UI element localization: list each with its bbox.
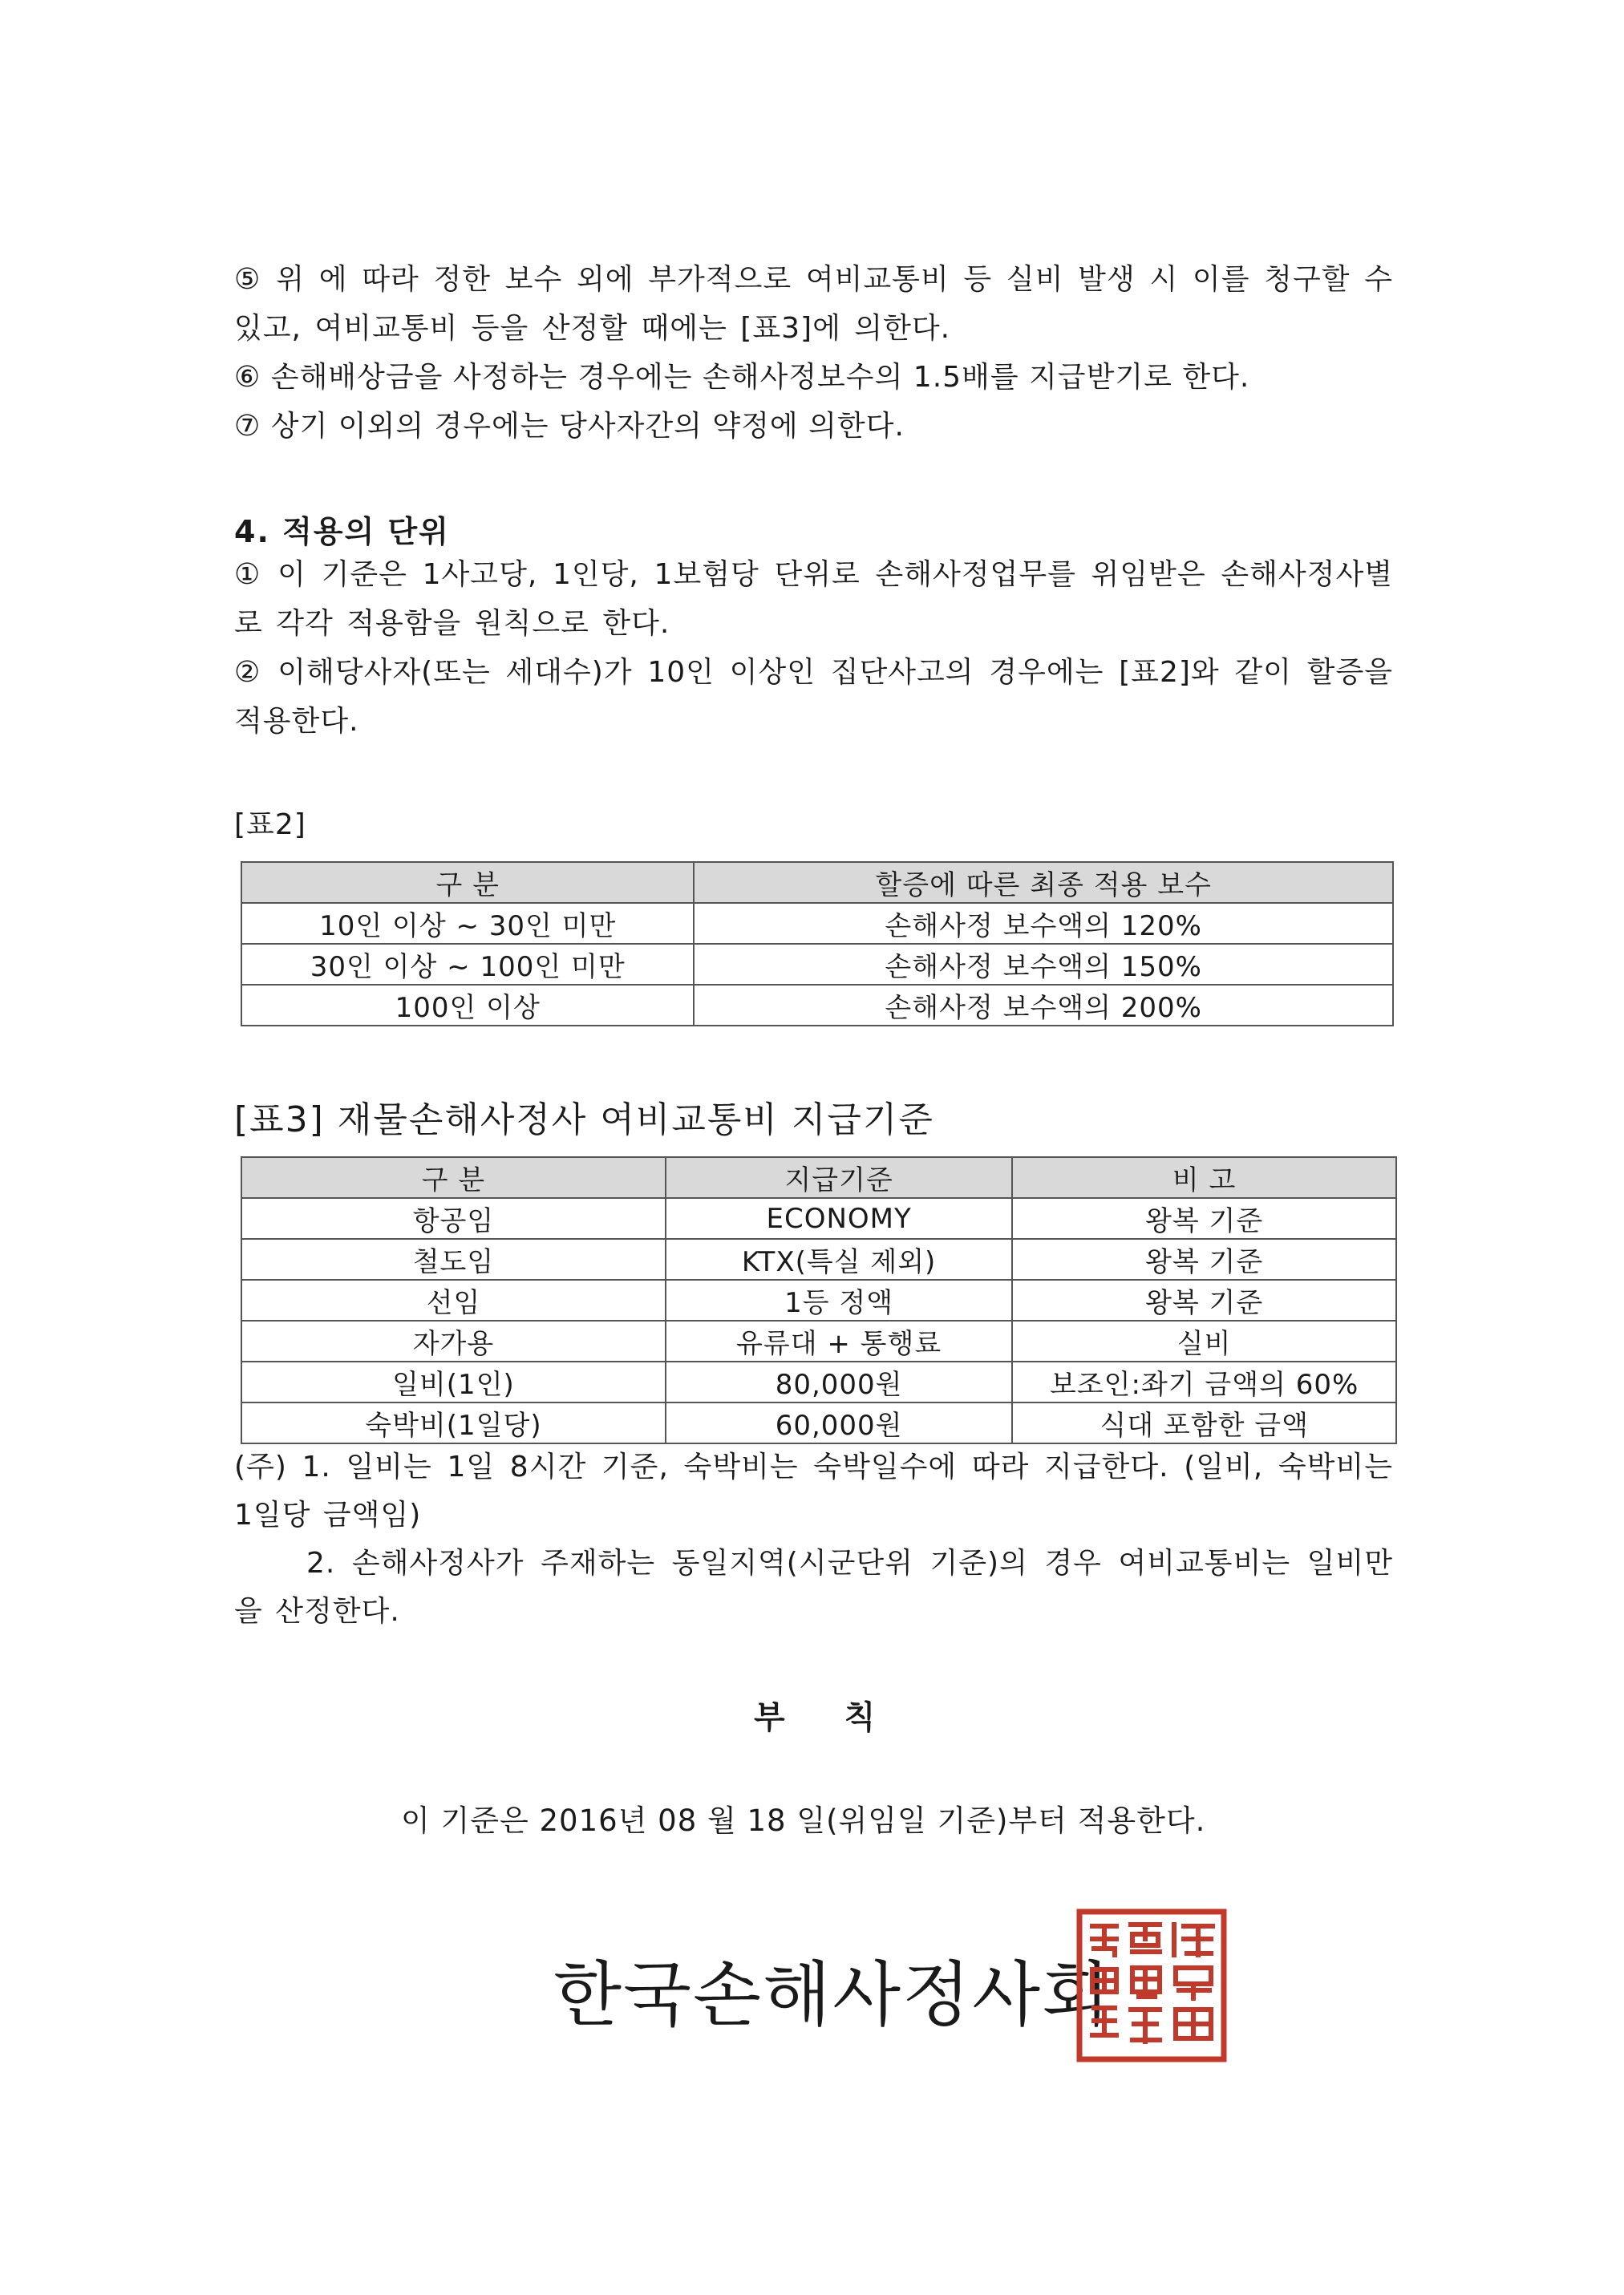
table-2-header-row bbox=[241, 862, 1393, 903]
table-row bbox=[241, 985, 1393, 1026]
table-cell: 손해사정 보수액의 200% bbox=[694, 985, 1393, 1026]
table-cell: 실비 bbox=[1012, 1321, 1396, 1362]
table-row bbox=[241, 1280, 1396, 1321]
table-cell: 100인 이상 bbox=[241, 985, 694, 1026]
paragraph-7: ⑦ 상기 이외의 경우에는 당사자간의 약정에 의한다. bbox=[234, 410, 905, 443]
table-3 bbox=[241, 1156, 1397, 1444]
table-cell: 손해사정 보수액의 120% bbox=[694, 903, 1393, 944]
table-cell: 왕복 기준 bbox=[1012, 1280, 1396, 1321]
table-row bbox=[241, 944, 1393, 985]
table-3-header: 비 고 bbox=[1012, 1157, 1396, 1198]
table-3-header-row bbox=[241, 1157, 1396, 1198]
table-cell: 손해사정 보수액의 150% bbox=[694, 944, 1393, 985]
paragraph-6: ⑥ 손해배상금을 사정하는 경우에는 손해사정보수의 1.5배를 지급받기로 한다. bbox=[234, 361, 1250, 394]
note-1: (주) 1. 일비는 1일 8시간 기준, 숙박비는 숙박일수에 따라 지급한다. (일비, 숙박비는 1일당 금액임) bbox=[234, 1451, 1393, 1532]
table-cell: KTX(특실 제외) bbox=[666, 1239, 1012, 1280]
table-cell: 80,000원 bbox=[666, 1362, 1012, 1402]
table-cell: 철도임 bbox=[241, 1239, 666, 1280]
section-4-item-2: ② 이해당사자(또는 세대수)가 10인 이상인 집단사고의 경우에는 [표2]와 같이 할증을 적용한다. bbox=[234, 656, 1393, 738]
table-2 bbox=[241, 861, 1394, 1026]
table-cell: 항공임 bbox=[241, 1198, 666, 1239]
table-cell: 1등 정액 bbox=[666, 1280, 1012, 1321]
table-cell: 유류대 + 통행료 bbox=[666, 1321, 1012, 1362]
table-cell: ECONOMY bbox=[666, 1198, 1012, 1239]
table-cell: 60,000원 bbox=[666, 1402, 1012, 1443]
table-cell: 10인 이상 ~ 30인 미만 bbox=[241, 903, 694, 944]
table-row bbox=[241, 1402, 1396, 1443]
organization-name: 한국손해사정사회 bbox=[553, 1953, 1112, 2036]
table-cell: 30인 이상 ~ 100인 미만 bbox=[241, 944, 694, 985]
table-row bbox=[241, 1239, 1396, 1280]
table-cell: 선임 bbox=[241, 1280, 666, 1321]
table-3-title: [표3] 재물손해사정사 여비교통비 지급기준 bbox=[234, 1099, 934, 1140]
paragraph-5: ⑤ 위 에 따라 정한 보수 외에 부가적으로 여비교통비 등 실비 발생 시 이를 청구할 수 있고, 여비교통비 등을 산정할 때에는 [표3]에 의한다. bbox=[234, 263, 1393, 345]
official-seal-icon bbox=[1075, 1907, 1229, 2064]
section-4-item-1: ① 이 기준은 1사고당, 1인당, 1보험당 단위로 손해사정업무를 위임받은 손해사정사별로 각각 적용함을 원칙으로 한다. bbox=[234, 558, 1393, 640]
table-cell: 숙박비(1일당) bbox=[241, 1402, 666, 1443]
table-row bbox=[241, 1321, 1396, 1362]
table-row bbox=[241, 1362, 1396, 1402]
effective-date-text: 이 기준은 2016년 08 월 18 일(위임일 기준)부터 적용한다. bbox=[401, 1803, 1206, 1838]
table-cell: 일비(1인) bbox=[241, 1362, 666, 1402]
table-3-header: 지급기준 bbox=[666, 1157, 1012, 1198]
table-2-label: [표2] bbox=[234, 808, 306, 841]
supplement-heading: 부 칙 bbox=[754, 1699, 900, 1736]
table-cell: 왕복 기준 bbox=[1012, 1198, 1396, 1239]
table-cell: 자가용 bbox=[241, 1321, 666, 1362]
note-2: 2. 손해사정사가 주재하는 동일지역(시군단위 기준)의 경우 여비교통비는 일비만을 산정한다. bbox=[234, 1547, 1393, 1628]
section-4-heading: 4. 적용의 단위 bbox=[234, 514, 450, 549]
table-3-header: 구 분 bbox=[241, 1157, 666, 1198]
table-cell: 보조인:좌기 금액의 60% bbox=[1012, 1362, 1396, 1402]
table-2-header: 구 분 bbox=[241, 862, 694, 903]
table-cell: 왕복 기준 bbox=[1012, 1239, 1396, 1280]
table-row bbox=[241, 1198, 1396, 1239]
table-2-header: 할증에 따른 최종 적용 보수 bbox=[694, 862, 1393, 903]
table-cell: 식대 포함한 금액 bbox=[1012, 1402, 1396, 1443]
table-row bbox=[241, 903, 1393, 944]
